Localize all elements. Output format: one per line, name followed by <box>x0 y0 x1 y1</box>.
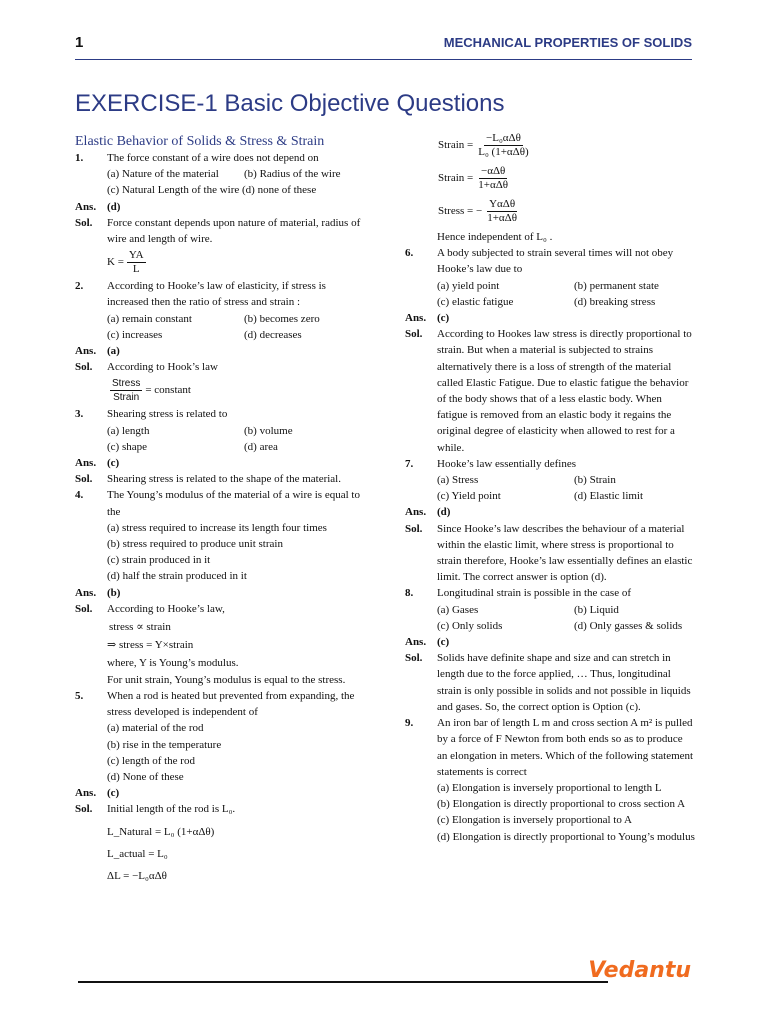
q6-options: (a) yield point (b) permanent state (c) elastic fatigue (d) breaking stress <box>437 279 659 308</box>
q8-options: (a) Gases (b) Liquid (c) Only solids (d) Only gasses & solids <box>437 603 683 632</box>
question-3: 3. Shearing stress is related to <box>75 408 228 421</box>
q3-solution: Sol. Shearing stress is related to the shape of the material. <box>75 473 341 486</box>
q5-eq3: ΔL = −L₀αΔθ <box>107 869 167 882</box>
footer-divider <box>78 981 608 983</box>
question-1: 1. The force constant of a wire does not depend on <box>75 152 319 164</box>
q4-where: where, Y is Young’s modulus. <box>107 657 239 670</box>
strain-eq-1: Strain = $\frac{\text{−L₀αΔθ}}{\text{L₀ (1+αΔθ)}}$ <box>438 132 529 158</box>
q5-answer: Ans. (c) <box>75 787 120 800</box>
q8-answer: Ans. (c) <box>405 636 450 649</box>
q1-solution: Sol. Force constant depends upon nature of material, radius of wire and length of wire. <box>75 216 361 246</box>
q5-options: (a) material of the rod (b) rise in the temperature (c) length of the rod (d) None of these <box>107 722 222 783</box>
exercise-title: EXERCISE-1 Basic Objective Questions <box>75 90 505 117</box>
q1-options: (a) Nature of the material (b) Radius of the wire (c) Natural Length of the wire (d) none of these <box>107 168 341 197</box>
q5-solution: Sol. Initial length of the rod is L₀. <box>75 803 236 816</box>
q2-answer: Ans. (a) <box>75 345 120 358</box>
right-column <box>405 132 695 845</box>
q4-eq1: stress ∝ strain <box>109 621 171 634</box>
q4-unit: For unit strain, Young’s modulus is equal to the stress. <box>107 673 346 686</box>
q3-options: (a) length (b) volume (c) shape (d) area <box>107 424 293 453</box>
q7-solution: Sol. Since Hooke’s law describes the behaviour of a material within the elastic limit, where stress is proportional to strain therefore, Hooke’s law essentially defines an elastic limit. The correct answer is option (d). <box>405 522 693 584</box>
q3-answer: Ans. (c) <box>75 457 120 470</box>
q6-answer: Ans. (c) <box>405 312 450 325</box>
q5-eq1: L_Natural = L₀ (1+αΔθ) <box>107 825 215 838</box>
question-7: 7. Hooke’s law essentially defines <box>405 457 576 470</box>
q4-solution: Sol. According to Hooke’s law, <box>75 602 225 615</box>
q7-options: (a) Stress (b) Strain (c) Yield point (d) Elastic limit <box>437 474 644 503</box>
chapter-title: MECHANICAL PROPERTIES OF SOLIDS <box>443 35 692 50</box>
q4-answer: Ans. (b) <box>75 586 121 599</box>
q7-answer: Ans. (d) <box>405 506 451 519</box>
q4-eq2: ⇒ stress = Y×strain <box>107 639 194 652</box>
q9-options: (a) Elongation is inversely proportional to length L (b) Elongation is directly proportional to cross section A (c) Elongation is inversely proportional to A (d) Elongation is directly proportional to Young’s modulus <box>437 781 695 843</box>
vedantu-logo: Vedantu <box>588 958 691 983</box>
q2-options: (a) remain constant (b) becomes zero (c) increases (d) decreases <box>107 312 320 341</box>
q2-equation: $\frac{\text{Stress}}{\text{Strain}}$ = constant <box>112 378 191 404</box>
q1-equation: K = $\frac{YA}{L}$ <box>107 249 144 276</box>
section-title: Elastic Behavior of Solids & Stress & Strain <box>75 134 325 149</box>
question-8: 8. Longitudinal strain is possible in the case of <box>405 587 631 600</box>
stress-eq: Stress = − $\frac{\text{YαΔθ}}{\text{1+αΔθ}}$ <box>438 198 518 224</box>
q5-eq2: L_actual = L₀ <box>107 847 168 860</box>
q6-solution: Sol. According to Hookes law stress is directly proportional to strain. But when a material is subjected to strains alternatively there is a loss of strength of the material called Elastic Fatigue. Due to elastic fatigue the behavior of the body shows that of a less elastic body. When fatigue is removed from an elastic body it regains the original degree of elasticity when allowed to rest for a while. <box>405 328 692 454</box>
hence-line: Hence independent of L₀ . <box>437 231 553 243</box>
q4-options: (a) stress required to increase its length four times (b) stress required to produce unit strain (c) strain produced in it (d) half the strain produced in it <box>107 521 327 583</box>
q2-solution: Sol. According to Hook’s law <box>75 361 218 374</box>
page-number: 1 <box>75 34 84 51</box>
question-9: 9. An iron bar of length L m and cross section A m² is pulled by a force of F Newton from both ends so as to produce an elongation in meters. Which of the following statement statements is correct <box>405 717 694 778</box>
q1-answer: Ans. (d) <box>75 200 121 213</box>
question-4: 4. The Young’s modulus of the material of a wire is equal to the <box>75 489 360 518</box>
left-column <box>75 150 365 886</box>
question-2: 2. According to Hooke’s law of elasticity, if stress is increased then the ratio of stress and strain : <box>75 280 326 309</box>
header-divider <box>75 59 692 60</box>
question-6: 6. A body subjected to strain several times will not obey Hooke’s law due to <box>405 247 674 276</box>
question-5: 5. When a rod is heated but prevented from expanding, the stress developed is independent of <box>75 689 355 719</box>
q8-solution: Sol. Solids have definite shape and size and can stretch in length due to the force applied, … Thus, longitudinal strain is only possible in solids and not possible in liquids and gases. So, the correct option is Option (c). <box>405 652 691 713</box>
strain-eq-2: Strain = $\frac{\text{−αΔθ}}{\text{1+αΔθ}}$ <box>438 165 509 191</box>
